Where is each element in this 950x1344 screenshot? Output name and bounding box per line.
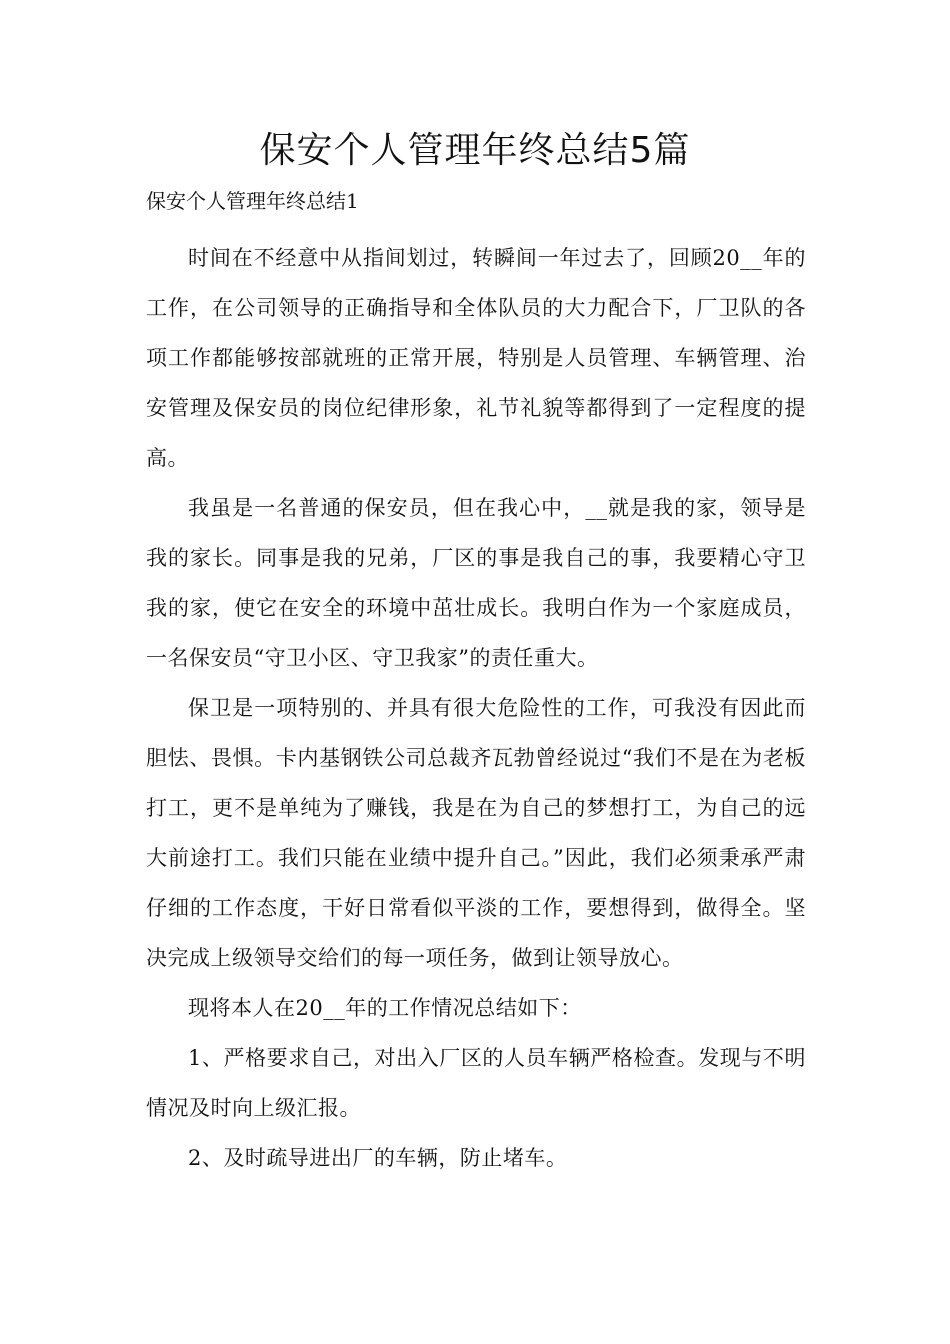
paragraph: 2、及时疏导进出厂的车辆，防止堵车。 [188, 1146, 568, 1170]
paragraph: 时间在不经意中从指间划过，转瞬间一年过去了，回顾20__年的工作，在公司领导的正确指导和全体队员的大力配合下，厂卫队的各项工作都能够按部就班的正常开展，特别是人员管理、车辆管理、治安管理及保安员的岗位纪律形象，礼节礼貌等都得到了一定程度的提高。 [146, 246, 806, 470]
document-body [146, 233, 806, 1183]
paragraph: 保卫是一项特别的、并具有很大危险性的工作，可我没有因此而胆怯、畏惧。卡内基钢铁公司总裁齐瓦勃曾经说过“我们不是在为老板打工，更不是单纯为了赚钱，我是在为自己的梦想打工，为自己的远大前途打工。我们只能在业绩中提升自己。”因此，我们必须秉承严肃仔细的工作态度，干好日常看似平淡的工作，要想得到，做得全。坚决完成上级领导交给们的每一项任务，做到让领导放心。 [146, 696, 806, 970]
paragraph: 现将本人在20__年的工作情况总结如下： [188, 996, 582, 1020]
paragraph: 我虽是一名普通的保安员，但在我心中，__就是我的家，领导是我的家长。同事是我的兄弟，厂区的事是我自己的事，我要精心守卫我的家，使它在安全的环境中茁壮成长。我明白作为一个家庭成员，一名保安员“守卫小区、守卫我家”的责任重大。 [146, 496, 806, 670]
document-title: 保安个人管理年终总结5篇 [259, 130, 691, 171]
section-heading: 保安个人管理年终总结1 [146, 189, 359, 213]
paragraph: 1、严格要求自己，对出入厂区的人员车辆严格检查。发现与不明情况及时向上级汇报。 [146, 1046, 806, 1120]
